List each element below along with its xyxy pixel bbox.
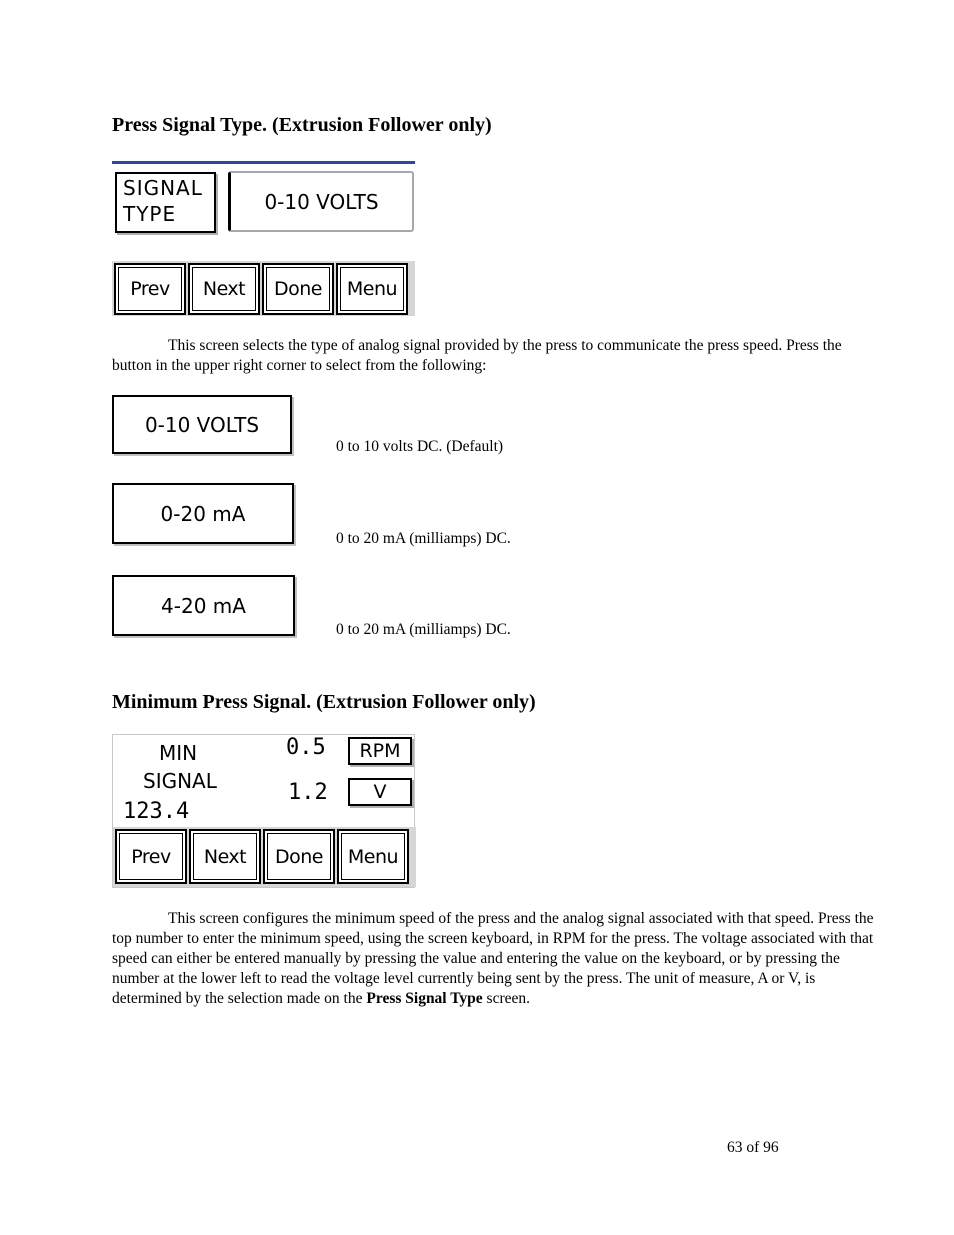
prev-button[interactable]: Prev [114, 263, 186, 315]
page-number: 63 of 96 [727, 1139, 779, 1156]
nav-button-row [113, 827, 416, 887]
prev-button[interactable]: Prev [115, 829, 187, 884]
option-4-20-ma [112, 575, 295, 636]
min-speed-value-button[interactable]: 0.5 [286, 735, 326, 760]
option-description: 0 to 10 volts DC. (Default) [336, 438, 504, 455]
speed-unit: RPM [359, 740, 401, 762]
option-description: 0 to 20 mA (milliamps) DC. [336, 530, 511, 547]
option-0-10-volts [112, 395, 292, 454]
min-signal-value-button[interactable]: 1.2 [288, 780, 328, 805]
done-button[interactable]: Done [262, 263, 334, 315]
min-signal-screen [112, 734, 415, 888]
min-signal-description [112, 909, 880, 1009]
label-line-2: TYPE [123, 202, 177, 226]
signal-type-label [115, 172, 216, 233]
signal-label: SIGNAL [143, 769, 217, 793]
signal-unit-box [348, 778, 412, 806]
signal-reading-button[interactable]: 123.4 [123, 799, 190, 824]
option-label: 0-20 mA [160, 501, 246, 526]
done-button[interactable]: Done [263, 829, 335, 884]
signal-unit: V [373, 781, 387, 803]
menu-button[interactable]: Menu [336, 263, 408, 315]
section-heading-press-signal-type: Press Signal Type. (Extrusion Follower only) [112, 114, 492, 136]
press-signal-type-reference: Press Signal Type [366, 990, 483, 1007]
paragraph-text: This screen configures the minimum speed of the press and the analog signal associated with that speed. Press the top number to enter the minimum speed, using the screen keyboard, in RPM for the press. The voltage associated with that speed can either be entered manually by pressing the value and entering the value on the keyboard, or by pressing the number at the lower left to read the voltage level currently being sent by the press. The unit of measure, A or V, is determined by the selection made on the [112, 910, 874, 1007]
paragraph-text-end: screen. [482, 990, 530, 1007]
option-label: 4-20 mA [161, 593, 246, 618]
option-0-20-ma [112, 483, 294, 544]
signal-type-description: This screen selects the type of analog signal provided by the press to communicate the press speed. Press the button in the upper right corner to select from the following: [112, 337, 842, 374]
signal-type-value: 0-10 VOLTS [264, 189, 379, 214]
signal-type-screen [112, 161, 415, 316]
signal-type-value-button[interactable] [228, 171, 414, 232]
next-button[interactable]: Next [189, 829, 261, 884]
speed-unit-box [348, 737, 412, 765]
min-label: MIN [159, 741, 198, 765]
next-button[interactable]: Next [188, 263, 260, 315]
option-label: 0-10 VOLTS [144, 412, 260, 437]
option-description: 0 to 20 mA (milliamps) DC. [336, 621, 511, 638]
nav-button-row [112, 261, 415, 316]
section-heading-minimum-press-signal: Minimum Press Signal. (Extrusion Follower only) [112, 691, 536, 713]
label-line-1: SIGNAL [123, 176, 203, 200]
menu-button[interactable]: Menu [337, 829, 409, 884]
